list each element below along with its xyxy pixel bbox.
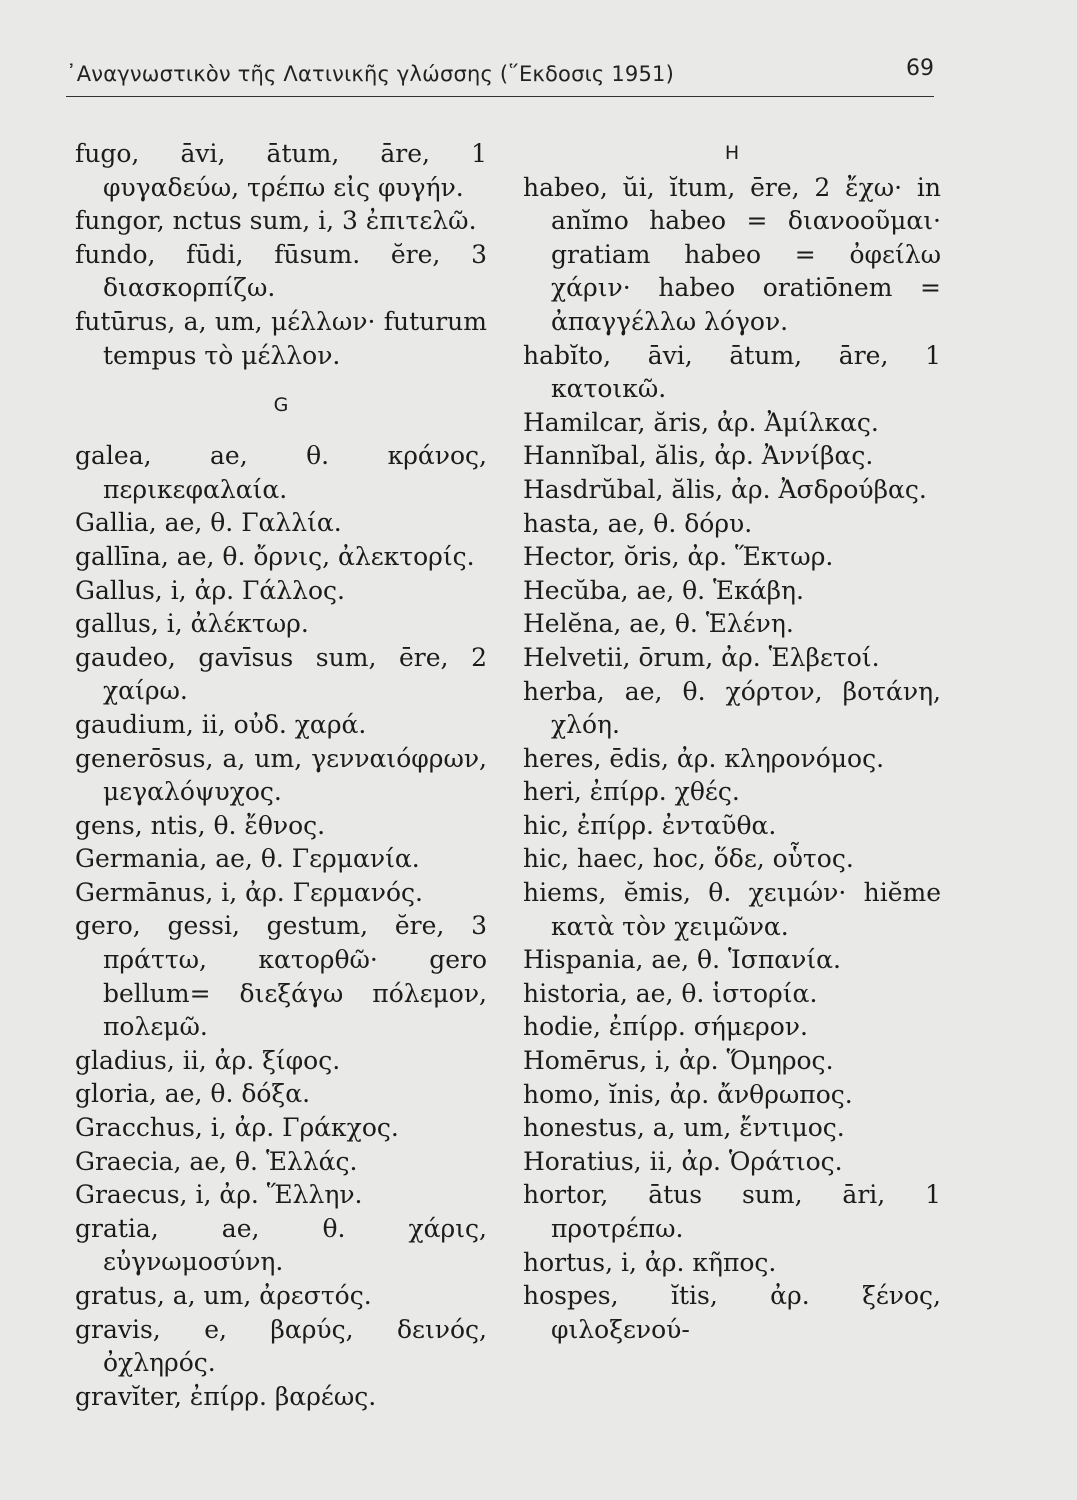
page-header [66, 58, 934, 97]
dictionary-entry: herba, ae, θ. χόρτον, βοτάνη, χλόη. [523, 676, 941, 740]
dictionary-entry: Hasdrŭbal, ălis, ἀρ. Ἀσδρούβας. [523, 474, 927, 504]
dictionary-entry: habeo, ŭi, ĭtum, ēre, 2 ἔχω· in anĭmo habeo = διανοοῦμαι· gratiam habeo = ὀφείλω χάριν· habeo oratiōnem = ἀπαγγέλλω λόγον. [523, 172, 941, 336]
left-column [75, 137, 487, 1413]
dictionary-entry: fugo, āvi, ātum, āre, 1 φυγαδεύω, τρέπω εἰς φυγήν. [75, 139, 487, 202]
dictionary-entry: gratia, ae, θ. χάρις, εὐγνωμοσύνη. [75, 1213, 487, 1277]
dictionary-entry: Germānus, i, ἀρ. Γερμανός. [75, 877, 423, 907]
dictionary-entry: Hamilcar, ăris, ἀρ. Ἀμίλκας. [523, 407, 879, 437]
dictionary-entry: hiems, ĕmis, θ. χειμών· hiĕme κατὰ τὸν χειμῶνα. [523, 878, 941, 941]
dictionary-entry: hortor, ātus sum, āri, 1 προτρέπω. [523, 1180, 941, 1243]
dictionary-entry: gladius, ii, ἀρ. ξίφος. [75, 1045, 341, 1075]
dictionary-entry: heri, ἐπίρρ. χθές. [523, 777, 740, 807]
dictionary-entry: gaudeo, gavīsus sum, ēre, 2 χαίρω. [75, 642, 487, 706]
dictionary-entry: Graecus, i, ἀρ. Ἕλλην. [75, 1180, 363, 1210]
dictionary-entry: hospes, ĭtis, ἀρ. ξένος, φιλοξενού- [523, 1281, 941, 1344]
dictionary-entry: homo, ĭnis, ἀρ. ἄνθρωπος. [523, 1079, 853, 1109]
dictionary-entry: gravis, e, βαρύς, δεινός, ὀχληρός. [75, 1314, 487, 1378]
dictionary-entry: Gallus, i, ἀρ. Γάλλος. [75, 575, 345, 605]
dictionary-entry: hasta, ae, θ. δόρυ. [523, 508, 753, 538]
dictionary-entry: gens, ntis, θ. ἔθνος. [75, 810, 326, 840]
dictionary-entry: gallus, i, ἀλέκτωρ. [75, 609, 309, 639]
dictionary-entry: generōsus, a, um, γενναιόφρων, μεγαλόψυχος. [75, 743, 487, 807]
dictionary-entry: gloria, ae, θ. δόξα. [75, 1079, 311, 1109]
dictionary-entry: historia, ae, θ. ἱστορία. [523, 978, 818, 1008]
dictionary-entry: gratus, a, um, ἀρεστός. [75, 1281, 372, 1310]
page-number: 69 [906, 56, 934, 81]
right-column [523, 137, 941, 1346]
dictionary-entry: gaudium, ii, οὐδ. χαρά. [75, 709, 367, 739]
dictionary-entry: Gallia, ae, θ. Γαλλία. [75, 508, 342, 538]
dictionary-entry: galea, ae, θ. κράνος, περικεφαλαία. [75, 441, 487, 504]
dictionary-entry: Hispania, ae, θ. Ἱσπανία. [523, 945, 841, 975]
dictionary-entry: Graecia, ae, θ. Ἑλλάς. [75, 1146, 358, 1176]
dictionary-entry: gallīna, ae, θ. ὄρνις, ἀλεκτορίς. [75, 541, 475, 571]
dictionary-entry: Germania, ae, θ. Γερμανία. [75, 844, 420, 874]
dictionary-entry: Gracchus, i, ἀρ. Γράκχος. [75, 1113, 399, 1143]
section-letter-g: G [273, 394, 289, 417]
dictionary-entry: futūrus, a, um, μέλλων· futurum tempus τὸ μέλλον. [75, 306, 487, 370]
dictionary-entry: fundo, fūdi, fūsum. ĕre, 3 διασκορπίζω. [75, 239, 487, 303]
dictionary-entry: Helĕna, ae, θ. Ἑλένη. [523, 609, 794, 639]
dictionary-entry: hortus, i, ἀρ. κῆπος. [523, 1247, 777, 1277]
dictionary-entry: gravĭter, ἐπίρρ. βαρέως. [75, 1381, 377, 1411]
dictionary-entry: Hannĭbal, ălis, ἀρ. Ἀννίβας. [523, 441, 874, 471]
dictionary-entry: hic, ἐπίρρ. ἐνταῦθα. [523, 810, 777, 840]
dictionary-entry: Helvetii, ōrum, ἀρ. Ἑλβετοί. [523, 642, 880, 672]
dictionary-entry: honestus, a, um, ἔντιμος. [523, 1113, 845, 1143]
dictionary-entry: hodie, ἐπίρρ. σήμερον. [523, 1012, 808, 1042]
dictionary-entry: hic, haec, hoc, ὅδε, οὗτος. [523, 844, 854, 874]
dictionary-entry: Hecŭba, ae, θ. Ἑκάβη. [523, 575, 804, 605]
section-letter-h: H [724, 142, 740, 164]
dictionary-entry: Horatius, ii, ἀρ. Ὁράτιος. [523, 1146, 843, 1176]
dictionary-entry: fungor, nctus sum, i, 3 ἐπιτελῶ. [75, 206, 477, 236]
dictionary-entry: heres, ēdis, ἀρ. κληρονόμος. [523, 743, 885, 773]
dictionary-entry: Hector, ŏris, ἀρ. Ἕκτωρ. [523, 542, 834, 572]
dictionary-entry: Homērus, i, ἀρ. Ὅμηρος. [523, 1046, 834, 1076]
running-title: ᾿Αναγνωστικὸν τῆς Λατινικῆς γλώσσης (῞Εκδοσις 1951) [66, 62, 674, 86]
dictionary-entry: habĭto, āvi, ātum, āre, 1 κατοικῶ. [523, 340, 941, 404]
dictionary-entry: gero, gessi, gestum, ĕre, 3 πράττω, κατορθῶ· gero bellum= διεξάγω πόλεμον, πολεμῶ. [75, 911, 487, 1042]
